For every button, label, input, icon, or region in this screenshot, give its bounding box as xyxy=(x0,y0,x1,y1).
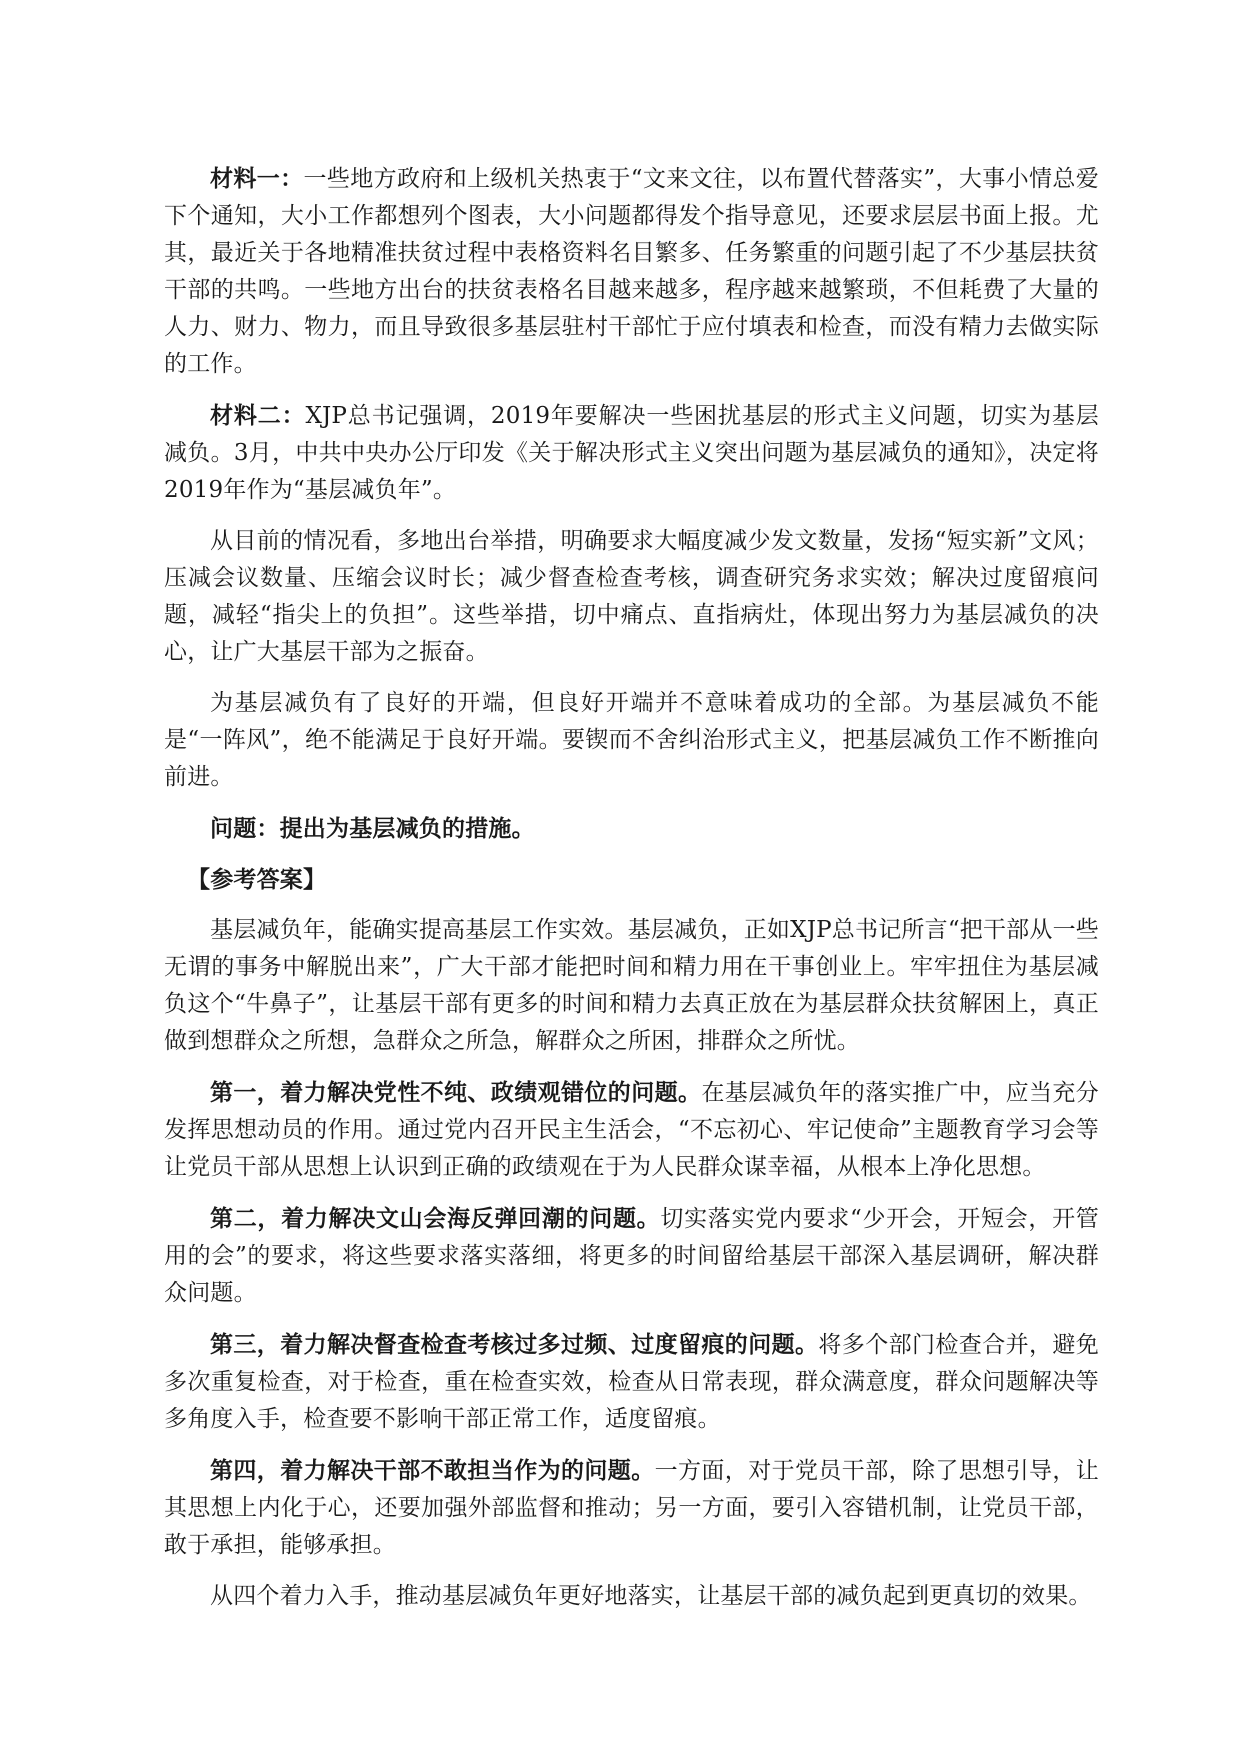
material-two-text: XJP总书记强调，2019年要解决一些困扰基层的形式主义问题，切实为基层减负。3月，中共中央办公厅印发《关于解决形式主义突出问题为基层减负的通知》，决定将2019年作为“基层减负年”。 xyxy=(164,403,1099,503)
point-four-lead: 第四，着力解决干部不敢担当作为的问题。 xyxy=(210,1457,655,1484)
good-start-paragraph: 为基层减负有了良好的开端，但良好开端并不意味着成功的全部。为基层减负不能是“一阵风”，绝不能满足于良好开端。要锲而不舍纠治形式主义，把基层减负工作不断推向前进。 xyxy=(164,690,1099,790)
question-line: 问题：提出为基层减负的措施。 xyxy=(210,815,535,842)
material-one-label: 材料一： xyxy=(210,165,304,192)
document-page xyxy=(164,160,1099,1629)
answer-heading: 【参考答案】 xyxy=(187,866,327,893)
material-one-text: 一些地方政府和上级机关热衷于“文来文往，以布置代替落实”，大事小情总爱下个通知，大小工作都想列个图表，大小问题都得发个指导意见，还要求层层书面上报。尤其，最近关于各地精准扶贫过程中表格资料名目繁多、任务繁重的问题引起了不少基层扶贫干部的共鸣。一些地方出台的扶贫表格名目越来越多，程序越来越繁琐，不但耗费了大量的人力、财力、物力，而且导致很多基层驻村干部忙于应付填表和检查，而没有精力去做实际的工作。 xyxy=(164,166,1099,377)
material-two-label: 材料二： xyxy=(210,402,306,429)
point-two-text: 切实落实党内要求“少开会，开短会，开管用的会”的要求，将这些要求落实落细，将更多的时间留给基层干部深入基层调研，解决群众问题。 xyxy=(164,1206,1099,1306)
answer-intro-paragraph: 基层减负年，能确实提高基层工作实效。基层减负，正如XJP总书记所言“把干部从一些无谓的事务中解脱出来”，广大干部才能把时间和精力用在干事创业上。牢牢扭住为基层减负这个“牛鼻子”，让基层干部有更多的时间和精力去真正放在为基层群众扶贫解困上，真正做到想群众之所想，急群众之所急，解群众之所困，排群众之所忧。 xyxy=(164,917,1099,1054)
point-one-paragraph xyxy=(164,1074,1099,1186)
point-three-lead: 第三，着力解决督查检查考核过多过频、过度留痕的问题。 xyxy=(210,1331,819,1358)
conclusion-paragraph: 从四个着力入手，推动基层减负年更好地落实，让基层干部的减负起到更真切的效果。 xyxy=(210,1583,1092,1609)
point-one-text: 在基层减负年的落实推广中，应当充分发挥思想动员的作用。通过党内召开民主生活会，“不忘初心、牢记使命”主题教育学习会等让党员干部从思想上认识到正确的政绩观在于为人民群众谋幸福，从根本上净化思想。 xyxy=(164,1080,1100,1180)
material-one-paragraph xyxy=(164,160,1099,383)
point-one-lead: 第一，着力解决党性不纯、政绩观错位的问题。 xyxy=(210,1079,702,1106)
point-two-paragraph xyxy=(164,1200,1099,1312)
point-four-text: 一方面，对于党员干部，除了思想引导，让其思想上内化于心，还要加强外部监督和推动；另一方面，要引入容错机制，让党员干部，敢于承担，能够承担。 xyxy=(164,1458,1099,1558)
point-three-text: 将多个部门检查合并，避免多次重复检查，对于检查，重在检查实效，检查从日常表现，群众满意度，群众问题解决等多角度入手，检查要不影响干部正常工作，适度留痕。 xyxy=(164,1332,1100,1432)
situation-paragraph: 从目前的情况看，多地出台举措，明确要求大幅度减少发文数量，发扬“短实新”文风；压减会议数量、压缩会议时长；减少督查检查考核，调查研究务求实效；解决过度留痕问题，减轻“指尖上的负担”。这些举措，切中痛点、直指病灶，体现出努力为基层减负的决心，让广大基层干部为之振奋。 xyxy=(164,528,1099,665)
point-three-paragraph xyxy=(164,1326,1099,1438)
material-two-paragraph xyxy=(164,397,1099,509)
point-four-paragraph xyxy=(164,1452,1099,1564)
point-two-lead: 第二，着力解决文山会海反弹回潮的问题。 xyxy=(210,1205,661,1232)
